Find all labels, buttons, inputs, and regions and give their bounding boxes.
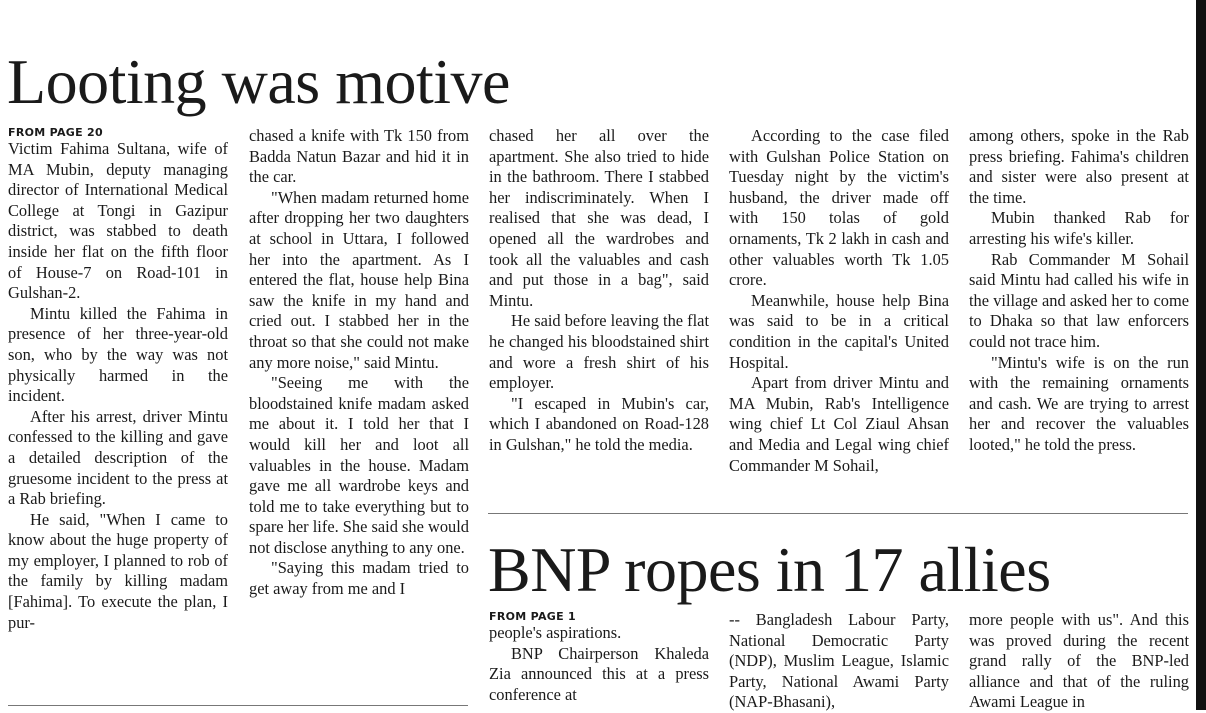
story2-kicker: FROM PAGE 1 bbox=[489, 610, 577, 623]
paragraph: "Saying this madam tried to get away from me and I bbox=[249, 558, 469, 599]
story2-headline: BNP ropes in 17 allies bbox=[488, 534, 1051, 605]
paragraph: Rab Commander M Sohail said Mintu had called his wife in the village and asked her to come to Dhaka so that law enforcers could not trace him. bbox=[969, 249, 1189, 351]
story1-column-3 bbox=[489, 126, 709, 456]
story1-column-1 bbox=[8, 126, 228, 633]
paragraph: among others, spoke in the Rab press briefing. Fahima's children and sister were also present at the time. bbox=[969, 126, 1189, 207]
story2-column-1 bbox=[489, 610, 709, 705]
paragraph: BNP Chairperson Khaleda Zia announced this at a press conference at bbox=[489, 643, 709, 704]
paragraph: more people with us". And this was proved during the recent grand rally of the BNP-led alliance and that of the ruling Awami League in bbox=[969, 610, 1189, 712]
paragraph: "Seeing me with the bloodstained knife madam asked me about it. I told her that I would kill her and loot all valuables in the house. Madam gave me all wardrobe keys and told me to take everything but to spare her life. She said she would not disclose anything to any one. bbox=[249, 373, 469, 557]
paragraph: "Mintu's wife is on the run with the remaining ornaments and cash. We are trying to arrest her and recover the valuables looted," he told the press. bbox=[969, 352, 1189, 454]
story2-column-3 bbox=[969, 610, 1189, 713]
paragraph: chased her all over the apartment. She also tried to hide in the bathroom. There I stabbed her indiscriminately. When I realised that she was dead, I opened all the wardrobes and took all the valuables and cash and put those in a bag", said Mintu. bbox=[489, 126, 709, 310]
story1-column-5 bbox=[969, 126, 1189, 456]
paragraph: -- Bangladesh Labour Party, National Democratic Party (NDP), Muslim League, Islamic Party, National Awami Party (NAP-Bhasani), bbox=[729, 610, 949, 712]
paragraph: After his arrest, driver Mintu confessed to the killing and gave a detailed description of the gruesome incident to the press at a Rab briefing. bbox=[8, 406, 228, 509]
paragraph: people's aspirations. bbox=[489, 623, 622, 642]
paragraph: He said before leaving the flat he changed his bloodstained shirt and wore a fresh shirt of his employer. bbox=[489, 311, 709, 393]
story1-headline: Looting was motive bbox=[7, 46, 510, 117]
paragraph: According to the case filed with Gulshan Police Station on Tuesday night by the victim's husband, the driver made off with 150 tolas of gold ornaments, Tk 2 lakh in cash and other valuables worth Tk 1.05 crore. bbox=[729, 126, 949, 290]
paragraph: "I escaped in Mubin's car, which I abandoned on Road-128 in Gulshan," he told the media. bbox=[489, 393, 709, 454]
paragraph: chased a knife with Tk 150 from Badda Natun Bazar and hid it in the car. bbox=[249, 126, 469, 187]
paragraph: Victim Fahima Sultana, wife of MA Mubin, deputy managing director of International Medical College at Tongi in Gazipur district, was stabbed to death inside her flat on the fifth floor of House-7 on Road-101 in Gulshan-2. bbox=[8, 139, 228, 303]
story1-kicker: FROM PAGE 20 bbox=[8, 126, 103, 139]
paragraph: Mubin thanked Rab for arresting his wife's killer. bbox=[969, 208, 1189, 248]
paragraph: Apart from driver Mintu and MA Mubin, Rab's Intelligence wing chief Lt Col Ziaul Ahsan and Media and Legal wing chief Commander M Sohail, bbox=[729, 373, 949, 475]
bottom-rule bbox=[8, 705, 468, 706]
paragraph: "When madam returned home after dropping her two daughters at school in Uttara, I followed her into the apartment. As I entered the flat, house help Bina saw the knife in my hand and cried out. I stabbed her in the throat so that she could not make any more noise," said Mintu. bbox=[249, 187, 469, 372]
story1-column-2 bbox=[249, 126, 469, 600]
paragraph: Mintu killed the Fahima in presence of her three-year-old son, who by the way was not physically harmed in the incident. bbox=[8, 303, 228, 406]
paragraph: He said, "When I came to know about the huge property of my employer, I planned to rob of the family by killing madam [Fahima]. To execute the plan, I pur- bbox=[8, 509, 228, 632]
story2-column-2 bbox=[729, 610, 949, 713]
story-divider bbox=[488, 513, 1188, 514]
story1-column-4 bbox=[729, 126, 949, 476]
paragraph: Meanwhile, house help Bina was said to be in a critical condition in the capital's United Hospital. bbox=[729, 290, 949, 372]
page-edge-bar bbox=[1196, 0, 1206, 710]
